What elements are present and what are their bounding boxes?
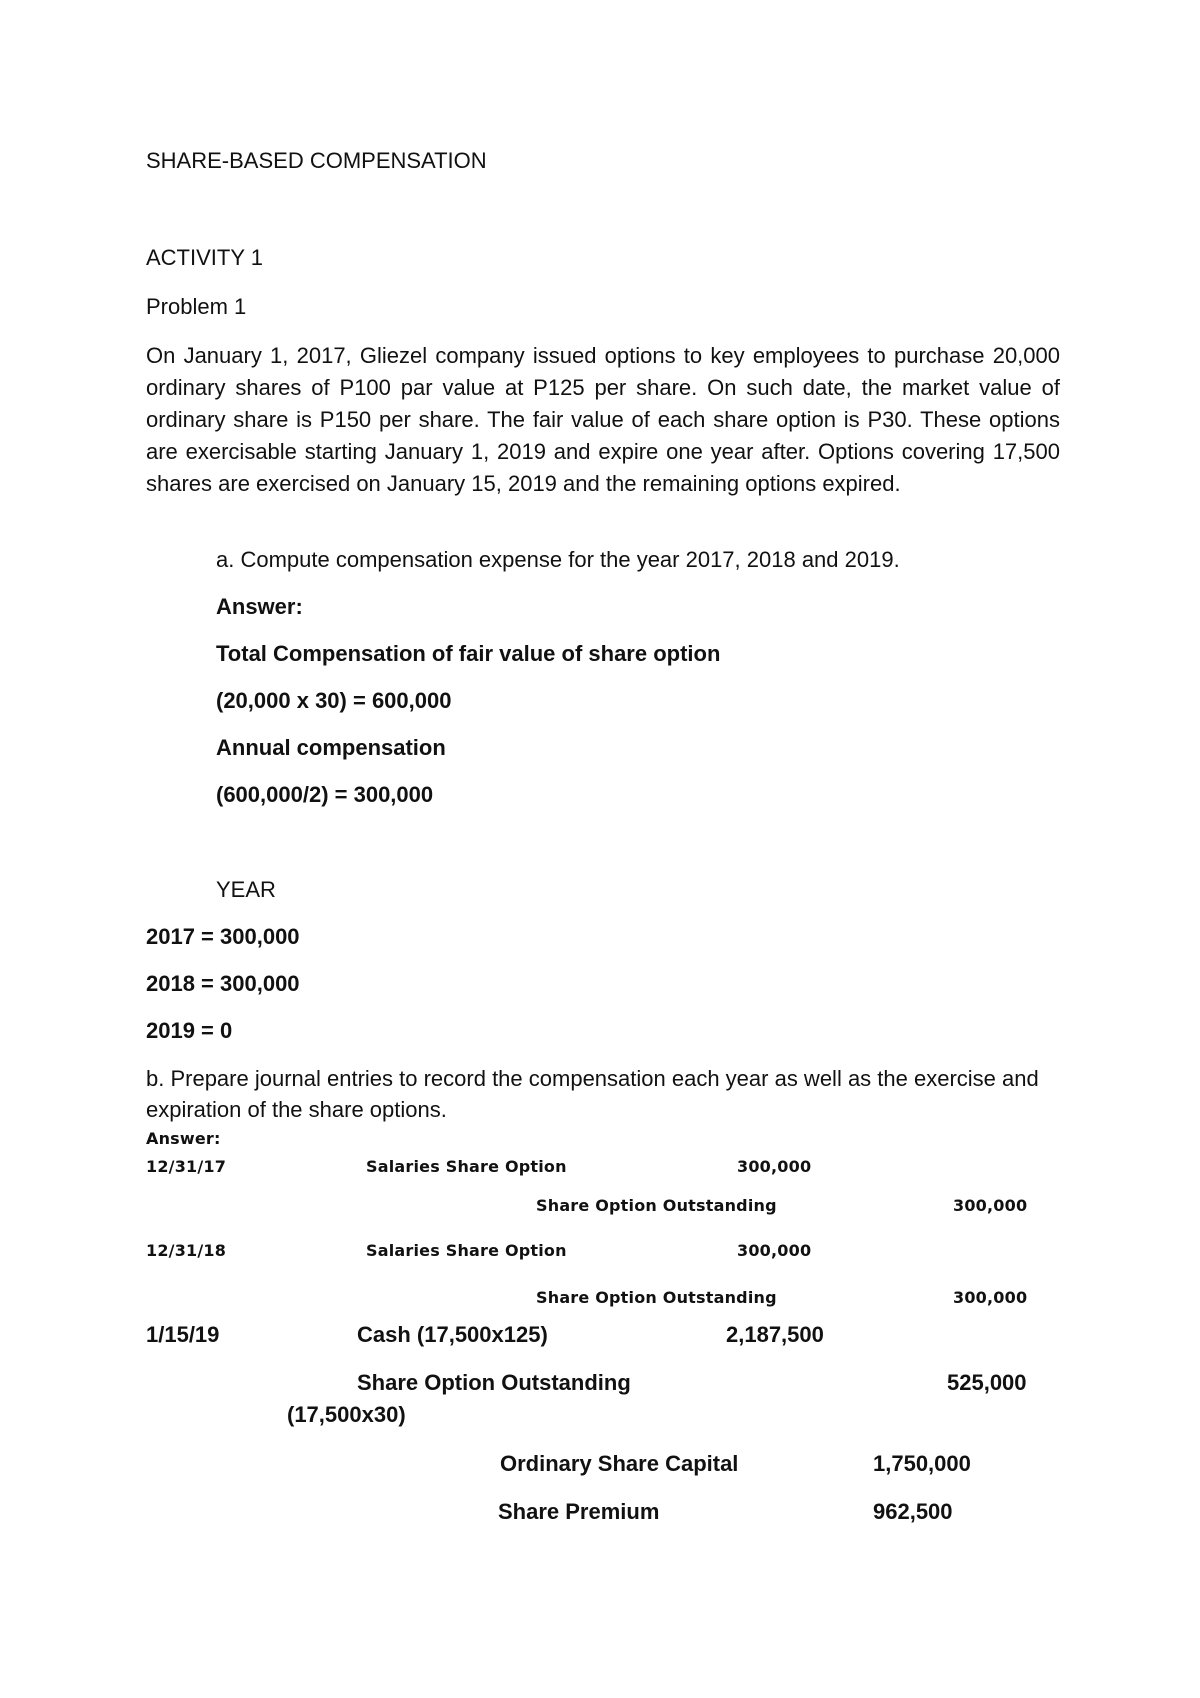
part-a-question: a. Compute compensation expense for the year 2017, 2018 and 2019. (216, 547, 900, 572)
osc-account: Ordinary Share Capital (500, 1451, 739, 1476)
entry-2-debit-account: Salaries Share Option (366, 1241, 567, 1260)
year-header: YEAR (216, 877, 276, 902)
entry-1-credit-amount: 300,000 (953, 1196, 1028, 1215)
cash-account: Cash (17,500x125) (357, 1322, 548, 1347)
total-compensation-label: Total Compensation of fair value of share option (216, 641, 721, 666)
problem-text: On January 1, 2017, Gliezel company issued options to key employees to purchase 20,000 ordinary shares of P100 par value at P125 per share. On such date, the market value of ordinary share is P150 per share. The fair value of each share option is P30. These options are exercisable starting January 1, 2019 and expire one year after. Options covering 17,500 shares are exercised on January 15, 2019 and the remaining options expired. (146, 343, 1060, 496)
premium-account: Share Premium (498, 1499, 660, 1524)
sos-account: Share Option Outstanding (357, 1370, 631, 1395)
entry-1-credit-account: Share Option Outstanding (536, 1196, 777, 1215)
entry-1-debit-account: Salaries Share Option (366, 1157, 567, 1176)
premium-amount: 962,500 (873, 1499, 953, 1524)
year-line-2018: 2018 = 300,000 (146, 971, 300, 996)
part-b-question: b. Prepare journal entries to record the compensation each year as well as the exercise and expiration of the share options. (146, 1066, 1039, 1122)
entry-2-date: 12/31/18 (146, 1241, 227, 1260)
exercise-date: 1/15/19 (146, 1322, 220, 1347)
osc-amount: 1,750,000 (873, 1451, 971, 1476)
entry-2-credit-account: Share Option Outstanding (536, 1288, 777, 1307)
year-line-2019: 2019 = 0 (146, 1018, 233, 1043)
entry-2-credit-amount: 300,000 (953, 1288, 1028, 1307)
year-line-2017: 2017 = 300,000 (146, 924, 300, 949)
part-a-answer-label: Answer: (216, 594, 303, 619)
annual-compensation-calc: (600,000/2) = 300,000 (216, 782, 434, 807)
document-title: SHARE-BASED COMPENSATION (146, 148, 487, 173)
entry-1-date: 12/31/17 (146, 1157, 227, 1176)
activity-heading: ACTIVITY 1 (146, 245, 263, 270)
sos-amount: 525,000 (947, 1370, 1027, 1395)
entry-2-debit-amount: 300,000 (737, 1241, 812, 1260)
part-b-answer-label: Answer: (146, 1129, 221, 1148)
entry-1-debit-amount: 300,000 (737, 1157, 812, 1176)
sos-calc: (17,500x30) (287, 1402, 406, 1427)
total-compensation-calc: (20,000 x 30) = 600,000 (216, 688, 452, 713)
annual-compensation-label: Annual compensation (216, 735, 446, 760)
problem-heading: Problem 1 (146, 294, 247, 319)
cash-amount: 2,187,500 (726, 1322, 824, 1347)
